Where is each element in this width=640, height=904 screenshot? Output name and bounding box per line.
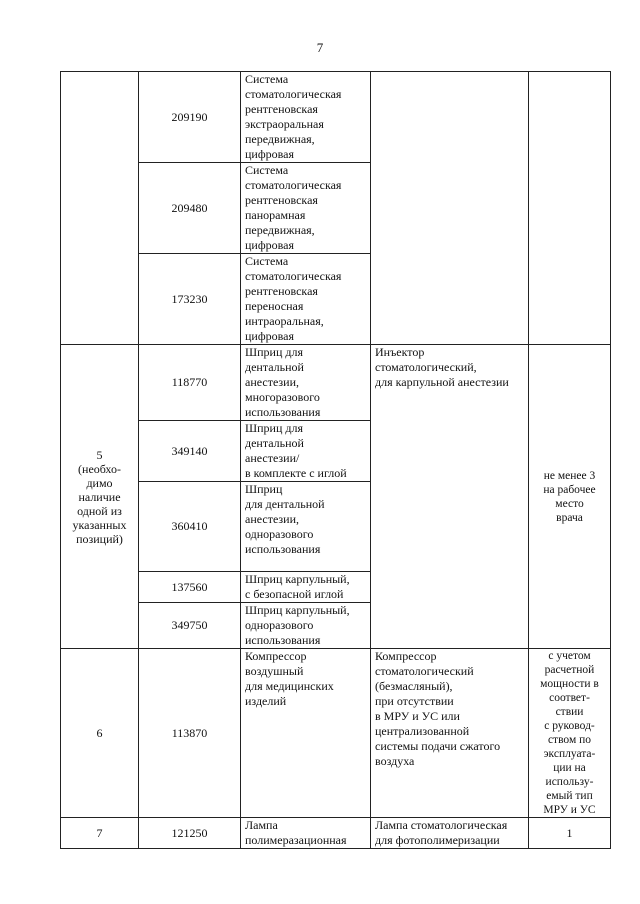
- name-cell: Система стоматологическая рентгеновская переносная интраоральная, цифровая: [241, 254, 371, 345]
- table-row: [61, 649, 611, 818]
- quantity-cell: не менее 3 на рабочее место врача: [529, 345, 611, 649]
- equipment-cell: Компрессор стоматологический (безмасляный), при отсутствии в МРУ и УС или централизованной системы подачи сжатого воздуха: [371, 649, 529, 818]
- code-cell: 209190: [139, 72, 241, 163]
- code-cell: 349140: [139, 421, 241, 482]
- code-cell: 209480: [139, 163, 241, 254]
- code-cell: 121250: [139, 818, 241, 849]
- number-cell-empty: [61, 72, 139, 345]
- number-cell: 6: [61, 649, 139, 818]
- name-cell: Шприц для дентальной анестезии, одноразового использования: [241, 482, 371, 572]
- name-cell: Система стоматологическая рентгеновская экстраоральная передвижная, цифровая: [241, 72, 371, 163]
- name-cell: Компрессор воздушный для медицинских изделий: [241, 649, 371, 818]
- table-row: [61, 345, 611, 421]
- code-cell: 349750: [139, 603, 241, 649]
- name-cell: Система стоматологическая рентгеновская панорамная передвижная, цифровая: [241, 163, 371, 254]
- quantity-cell: с учетом расчетной мощности в соответ- ствии с руковод- ством по эксплуата- ции на использу- емый тип МРУ и УС: [529, 649, 611, 818]
- code-cell: 173230: [139, 254, 241, 345]
- equipment-cell: Инъектор стоматологический, для карпульной анестезии: [371, 345, 529, 649]
- page-number: 7: [316, 40, 324, 55]
- equipment-table: [60, 71, 611, 849]
- name-cell: Шприц для дентальной анестезии, многоразового использования: [241, 345, 371, 421]
- name-cell: Шприц карпульный, с безопасной иглой: [241, 572, 371, 603]
- code-cell: 137560: [139, 572, 241, 603]
- name-cell: Шприц для дентальной анестезии/ в комплекте с иглой: [241, 421, 371, 482]
- code-cell: 118770: [139, 345, 241, 421]
- code-cell: 113870: [139, 649, 241, 818]
- table-row: [61, 818, 611, 849]
- number-cell: 5 (необхо- димо наличие одной из указанных позиций): [61, 345, 139, 649]
- equipment-cell: Лампа стоматологическая для фотополимеризации: [371, 818, 529, 849]
- name-cell: Лампа полимеразационная: [241, 818, 371, 849]
- quantity-cell-empty: [529, 72, 611, 345]
- number-cell: 7: [61, 818, 139, 849]
- quantity-cell: 1: [529, 818, 611, 849]
- equipment-cell-empty: [371, 72, 529, 345]
- name-cell: Шприц карпульный, одноразового использования: [241, 603, 371, 649]
- code-cell: 360410: [139, 482, 241, 572]
- table-row: [61, 72, 611, 163]
